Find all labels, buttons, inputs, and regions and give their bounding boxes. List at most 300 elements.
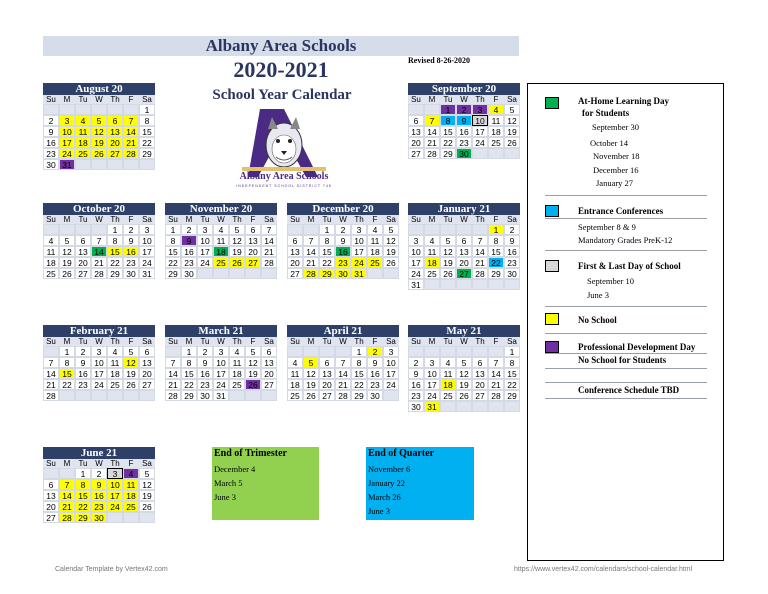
day-cell: 13 (43, 490, 59, 501)
empty-cell (107, 159, 123, 170)
day-cell: 3 (351, 224, 367, 235)
empty-cell (504, 148, 520, 159)
day-cell: 30 (456, 148, 472, 159)
day-cell: 3 (408, 235, 424, 246)
weekday-label: Tu (200, 215, 210, 224)
day-cell: 9 (75, 357, 91, 368)
month-title: August 20 (43, 83, 155, 95)
footer-url[interactable]: https://www.vertex42.com/calendars/school-calendar.html (514, 566, 693, 573)
first-last-title: First & Last Day of School (578, 261, 681, 271)
empty-cell (504, 401, 520, 412)
day-cell: 6 (456, 235, 472, 246)
day-cell: 2 (408, 357, 424, 368)
day-cell: 13 (319, 368, 335, 379)
weekday-label: M (428, 215, 436, 224)
day-cell: 15 (319, 246, 335, 257)
day-cell: 23 (456, 137, 472, 148)
day-cell: 20 (261, 368, 277, 379)
weekday-label: M (63, 459, 71, 468)
weekday-label: W (95, 215, 103, 224)
first-last-swatch (545, 260, 559, 272)
day-cell: 21 (165, 379, 181, 390)
empty-cell (472, 279, 488, 290)
day-cell: 23 (367, 379, 383, 390)
pd-title: Professional Development Day (578, 342, 696, 352)
day-grid (165, 224, 277, 279)
day-cell: 30 (367, 390, 383, 401)
empty-cell (107, 512, 123, 523)
day-cell: 17 (472, 126, 488, 137)
weekday-label: Tu (443, 95, 453, 104)
day-cell: 27 (287, 268, 303, 279)
day-cell: 23 (75, 379, 91, 390)
day-cell: 14 (91, 246, 107, 257)
empty-cell (456, 401, 472, 412)
weekday-label: W (339, 337, 347, 346)
weekday-label: Tu (78, 95, 88, 104)
day-cell: 21 (472, 257, 488, 268)
empty-cell (472, 401, 488, 412)
month-title: January 21 (408, 203, 520, 215)
empty-cell (424, 104, 440, 115)
empty-cell (472, 224, 488, 235)
conference-tbd: Conference Schedule TBD (578, 385, 680, 395)
day-cell: 31 (139, 268, 155, 279)
day-cell: 20 (75, 257, 91, 268)
month-calendar (43, 325, 155, 401)
empty-cell (424, 279, 440, 290)
empty-cell (261, 268, 277, 279)
day-cell: 18 (75, 137, 91, 148)
empty-cell (123, 159, 139, 170)
day-cell: 9 (197, 357, 213, 368)
day-cell: 13 (472, 368, 488, 379)
day-cell: 3 (424, 357, 440, 368)
empty-cell (91, 159, 107, 170)
day-cell: 30 (197, 390, 213, 401)
day-cell: 19 (245, 368, 261, 379)
weekday-label: Su (46, 215, 56, 224)
day-cell: 8 (75, 479, 91, 490)
day-cell: 30 (408, 401, 424, 412)
weekday-label: M (63, 337, 71, 346)
day-cell: 16 (75, 368, 91, 379)
day-cell: 11 (229, 357, 245, 368)
day-cell: 13 (456, 246, 472, 257)
day-cell: 21 (335, 379, 351, 390)
day-cell: 14 (335, 368, 351, 379)
weekday-label: Su (46, 337, 56, 346)
day-cell: 24 (472, 137, 488, 148)
day-cell: 29 (351, 390, 367, 401)
day-cell: 2 (181, 224, 197, 235)
weekday-label: Th (475, 337, 485, 346)
weekday-label: Su (290, 337, 300, 346)
day-cell: 11 (75, 126, 91, 137)
day-cell: 4 (424, 235, 440, 246)
conferences-swatch (545, 205, 559, 217)
day-cell: 27 (456, 268, 472, 279)
day-cell: 28 (335, 390, 351, 401)
weekday-label: F (128, 337, 134, 346)
empty-cell (43, 224, 59, 235)
day-cell: 21 (59, 501, 75, 512)
month-calendar (43, 447, 155, 523)
at-home-date: November 18 (593, 151, 640, 161)
weekday-label: Su (411, 215, 421, 224)
empty-cell (319, 346, 335, 357)
day-cell: 21 (261, 246, 277, 257)
day-cell: 26 (229, 257, 245, 268)
day-cell: 20 (245, 246, 261, 257)
day-cell: 10 (197, 235, 213, 246)
day-cell: 4 (287, 357, 303, 368)
day-cell: 22 (165, 257, 181, 268)
day-cell: 22 (351, 379, 367, 390)
weekday-label: Th (475, 215, 485, 224)
first-last-date: June 3 (587, 290, 609, 300)
day-cell: 19 (456, 379, 472, 390)
day-cell: 22 (59, 379, 75, 390)
day-cell: 15 (504, 368, 520, 379)
day-cell: 8 (181, 357, 197, 368)
day-cell: 28 (59, 512, 75, 523)
weekday-label: Sa (386, 215, 396, 224)
empty-cell (335, 346, 351, 357)
at-home-swatch (545, 97, 559, 109)
day-cell: 2 (43, 115, 59, 126)
day-cell: 24 (408, 268, 424, 279)
day-cell: 14 (424, 126, 440, 137)
day-cell: 7 (335, 357, 351, 368)
weekday-label: Th (354, 215, 364, 224)
legend-divider (545, 353, 707, 354)
day-cell: 9 (504, 235, 520, 246)
day-cell: 24 (59, 148, 75, 159)
empty-cell (408, 104, 424, 115)
day-cell: 6 (107, 115, 123, 126)
day-cell: 2 (75, 346, 91, 357)
at-home-date: September 30 (592, 122, 639, 132)
day-cell: 13 (139, 357, 155, 368)
weekday-label: F (493, 215, 499, 224)
legend-divider (545, 398, 707, 399)
month-title: October 20 (43, 203, 155, 215)
month-title: June 21 (43, 447, 155, 459)
day-cell: 13 (408, 126, 424, 137)
empty-cell (303, 346, 319, 357)
day-cell: 16 (408, 379, 424, 390)
day-cell: 19 (383, 246, 399, 257)
pd-subtitle: No School for Students (578, 355, 667, 365)
day-cell: 24 (139, 257, 155, 268)
day-cell: 22 (139, 137, 155, 148)
empty-cell (424, 224, 440, 235)
weekday-label: Th (110, 215, 120, 224)
day-cell: 30 (43, 159, 59, 170)
day-cell: 31 (59, 159, 75, 170)
day-cell: 25 (75, 148, 91, 159)
empty-cell (75, 159, 91, 170)
day-cell: 29 (107, 268, 123, 279)
day-cell: 9 (456, 115, 472, 126)
day-cell: 27 (107, 148, 123, 159)
day-cell: 25 (424, 268, 440, 279)
legend-divider (545, 368, 707, 369)
day-cell: 15 (107, 246, 123, 257)
weekday-label: W (95, 337, 103, 346)
weekday-label: Tu (78, 337, 88, 346)
day-cell: 22 (504, 379, 520, 390)
conferences-note: Mandatory Grades PreK-12 (578, 235, 673, 245)
quarter-date: March 26 (368, 492, 401, 502)
day-cell: 8 (440, 115, 456, 126)
day-cell: 4 (367, 224, 383, 235)
weekday-label: F (372, 215, 378, 224)
weekday-label: Sa (264, 215, 274, 224)
day-cell: 13 (287, 246, 303, 257)
day-cell: 3 (107, 468, 123, 479)
empty-cell (472, 346, 488, 357)
logo-subtext: INDEPENDENT SCHOOL DISTRICT 745 (236, 184, 332, 188)
empty-cell (456, 346, 472, 357)
empty-cell (59, 224, 75, 235)
at-home-date: December 16 (593, 165, 639, 175)
day-cell: 23 (197, 379, 213, 390)
day-cell: 2 (123, 224, 139, 235)
day-cell: 14 (303, 246, 319, 257)
weekday-label: Su (411, 337, 421, 346)
empty-cell (408, 224, 424, 235)
weekday-header (43, 95, 155, 104)
empty-cell (383, 390, 399, 401)
empty-cell (472, 148, 488, 159)
day-cell: 8 (504, 357, 520, 368)
day-cell: 3 (213, 346, 229, 357)
day-cell: 30 (504, 268, 520, 279)
day-cell: 6 (245, 224, 261, 235)
day-cell: 2 (456, 104, 472, 115)
day-cell: 4 (488, 104, 504, 115)
weekday-label: M (185, 337, 193, 346)
day-cell: 1 (107, 224, 123, 235)
weekday-label: Su (46, 95, 56, 104)
at-home-title: At-Home Learning Day (578, 96, 669, 106)
weekday-header (165, 215, 277, 224)
day-cell: 11 (424, 246, 440, 257)
day-cell: 22 (440, 137, 456, 148)
empty-cell (488, 346, 504, 357)
day-cell: 19 (139, 490, 155, 501)
weekday-label: M (428, 95, 436, 104)
day-cell: 22 (319, 257, 335, 268)
month-calendar (287, 203, 399, 279)
day-grid (43, 468, 155, 523)
end-of-quarter-box (366, 447, 474, 520)
day-cell: 23 (504, 257, 520, 268)
day-cell: 27 (319, 390, 335, 401)
day-cell: 11 (123, 479, 139, 490)
day-cell: 14 (59, 490, 75, 501)
day-cell: 12 (440, 246, 456, 257)
day-cell: 7 (91, 235, 107, 246)
day-cell: 7 (43, 357, 59, 368)
day-cell: 20 (472, 379, 488, 390)
weekday-label: Tu (322, 215, 332, 224)
day-cell: 19 (91, 137, 107, 148)
logo-text: Albany Area Schools (239, 171, 329, 182)
day-cell: 25 (123, 501, 139, 512)
day-cell: 11 (440, 368, 456, 379)
month-calendar (43, 203, 155, 279)
weekday-label: Su (290, 215, 300, 224)
day-cell: 1 (139, 104, 155, 115)
trimester-date: March 5 (214, 478, 243, 488)
weekday-label: Sa (142, 215, 152, 224)
day-cell: 5 (383, 224, 399, 235)
day-cell: 3 (59, 115, 75, 126)
empty-cell (488, 401, 504, 412)
day-cell: 15 (139, 126, 155, 137)
quarter-title: End of Quarter (368, 448, 435, 459)
day-cell: 24 (91, 379, 107, 390)
day-cell: 5 (229, 224, 245, 235)
day-cell: 18 (229, 368, 245, 379)
pd-swatch (545, 341, 559, 353)
empty-cell (287, 224, 303, 235)
quarter-date: June 3 (368, 506, 390, 516)
empty-cell (139, 512, 155, 523)
calendar-subtitle: School Year Calendar (212, 87, 352, 103)
empty-cell (261, 390, 277, 401)
empty-cell (287, 346, 303, 357)
empty-cell (91, 390, 107, 401)
day-cell: 29 (165, 268, 181, 279)
day-cell: 11 (367, 235, 383, 246)
day-cell: 25 (440, 390, 456, 401)
day-cell: 10 (107, 479, 123, 490)
day-cell: 1 (181, 346, 197, 357)
day-cell: 18 (367, 246, 383, 257)
day-cell: 17 (139, 246, 155, 257)
empty-cell (75, 390, 91, 401)
day-cell: 17 (91, 368, 107, 379)
day-cell: 29 (139, 148, 155, 159)
day-cell: 31 (213, 390, 229, 401)
empty-cell (107, 104, 123, 115)
quarter-date: November 6 (368, 464, 411, 474)
day-cell: 7 (165, 357, 181, 368)
empty-cell (408, 346, 424, 357)
conferences-title: Entrance Conferences (578, 206, 664, 216)
day-cell: 26 (303, 390, 319, 401)
empty-cell (139, 159, 155, 170)
month-title: September 20 (408, 83, 520, 95)
day-cell: 8 (165, 235, 181, 246)
legend-divider (545, 306, 707, 307)
day-cell: 17 (107, 490, 123, 501)
day-cell: 12 (303, 368, 319, 379)
school-year: 2020-2021 (233, 57, 329, 82)
day-cell: 28 (261, 257, 277, 268)
weekday-label: Su (168, 215, 178, 224)
day-cell: 22 (181, 379, 197, 390)
day-cell: 19 (229, 246, 245, 257)
day-cell: 14 (43, 368, 59, 379)
weekday-label: Sa (142, 337, 152, 346)
day-cell: 24 (197, 257, 213, 268)
day-cell: 12 (59, 246, 75, 257)
day-cell: 16 (43, 137, 59, 148)
day-cell: 26 (383, 257, 399, 268)
day-cell: 1 (488, 224, 504, 235)
day-cell: 19 (123, 368, 139, 379)
day-cell: 14 (472, 246, 488, 257)
day-cell: 31 (351, 268, 367, 279)
school-name: Albany Area Schools (205, 36, 357, 55)
day-cell: 26 (456, 390, 472, 401)
weekday-label: Tu (443, 215, 453, 224)
day-cell: 8 (351, 357, 367, 368)
at-home-title-2: for Students (582, 108, 630, 118)
day-grid (287, 224, 399, 279)
day-cell: 5 (303, 357, 319, 368)
day-cell: 3 (472, 104, 488, 115)
empty-cell (59, 104, 75, 115)
day-cell: 15 (440, 126, 456, 137)
weekday-label: Tu (322, 337, 332, 346)
day-cell: 27 (43, 512, 59, 523)
empty-cell (75, 224, 91, 235)
day-cell: 13 (261, 357, 277, 368)
day-cell: 9 (181, 235, 197, 246)
day-grid (408, 346, 520, 412)
day-cell: 2 (91, 468, 107, 479)
weekday-header (408, 95, 520, 104)
day-cell: 22 (75, 501, 91, 512)
day-cell: 1 (440, 104, 456, 115)
day-cell: 12 (245, 357, 261, 368)
day-cell: 5 (123, 346, 139, 357)
day-cell: 9 (123, 235, 139, 246)
weekday-label: Sa (507, 337, 517, 346)
day-cell: 23 (123, 257, 139, 268)
day-cell: 23 (43, 148, 59, 159)
day-cell: 26 (504, 137, 520, 148)
day-cell: 29 (319, 268, 335, 279)
day-cell: 4 (107, 346, 123, 357)
first-last-date: September 10 (587, 276, 634, 286)
day-cell: 28 (123, 148, 139, 159)
day-cell: 27 (245, 257, 261, 268)
day-cell: 5 (440, 235, 456, 246)
day-grid (43, 104, 155, 170)
month-calendar (165, 325, 277, 401)
empty-cell (245, 268, 261, 279)
day-cell: 26 (59, 268, 75, 279)
day-cell: 18 (287, 379, 303, 390)
day-cell: 16 (335, 246, 351, 257)
day-cell: 29 (488, 268, 504, 279)
weekday-label: Sa (386, 337, 396, 346)
weekday-label: Tu (200, 337, 210, 346)
day-cell: 1 (351, 346, 367, 357)
day-cell: 12 (91, 126, 107, 137)
day-cell: 18 (107, 368, 123, 379)
day-cell: 21 (488, 379, 504, 390)
weekday-label: F (250, 337, 256, 346)
day-cell: 13 (75, 246, 91, 257)
